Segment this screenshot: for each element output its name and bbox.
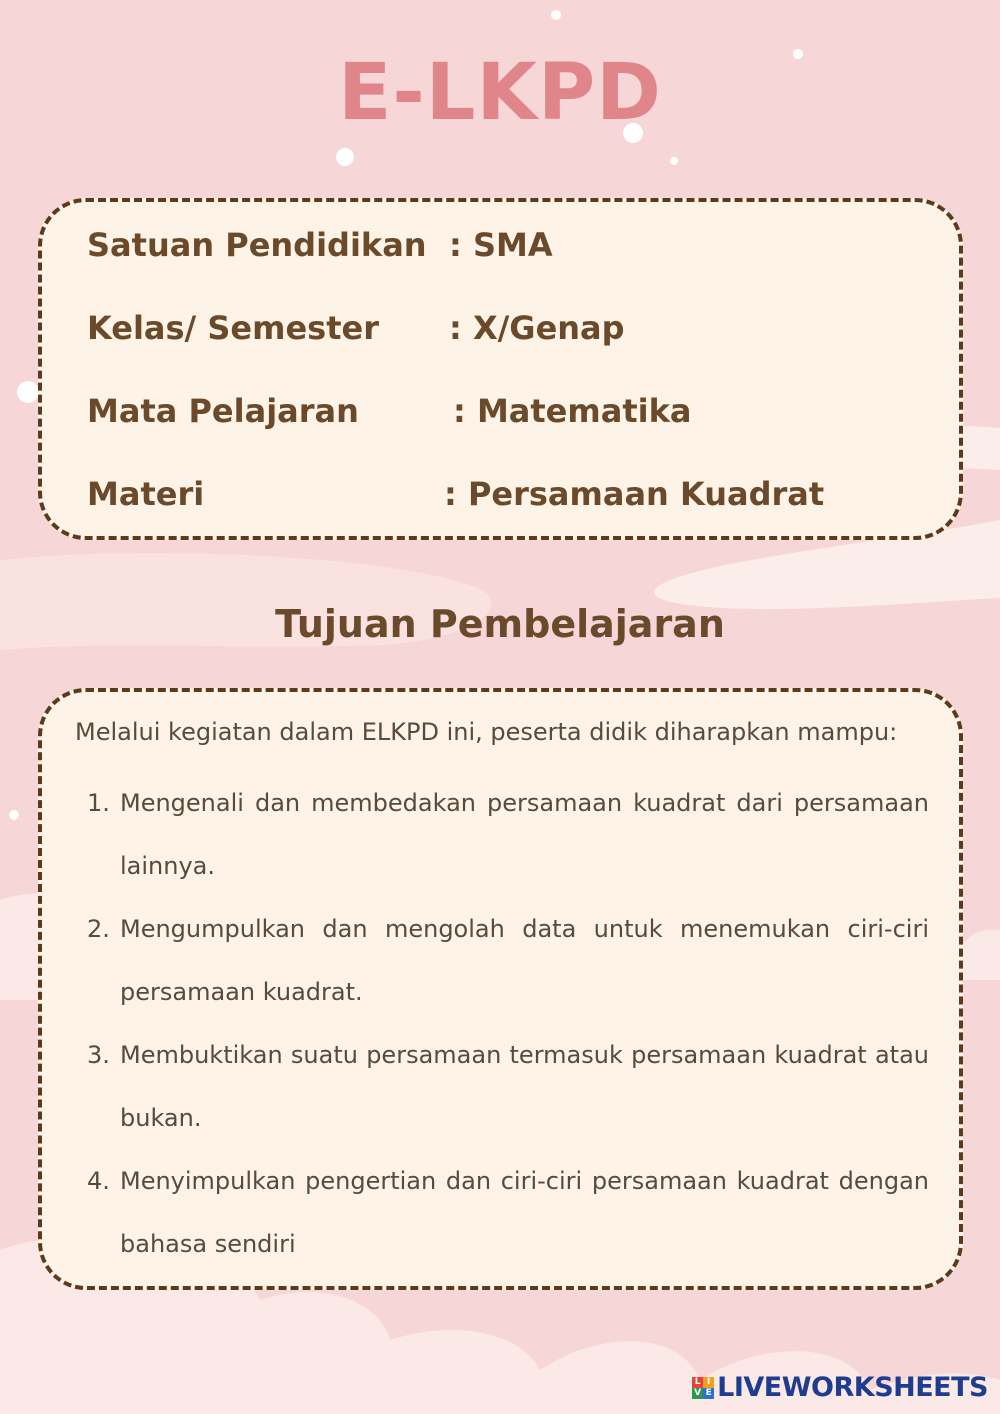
- info-row-materi: [87, 475, 825, 513]
- info-row-satuan-pendidikan: [87, 226, 553, 264]
- logo-letter: I: [703, 1377, 714, 1388]
- list-item-number: 4.: [87, 1167, 110, 1195]
- info-value: : X/Genap: [449, 309, 625, 347]
- list-item-text: Menyimpulkan pengertian dan ciri-ciri persamaan kuadrat dengan bahasa sendiri: [120, 1167, 929, 1258]
- info-value: : Persamaan Kuadrat: [444, 475, 825, 513]
- info-label: Satuan Pendidikan: [87, 226, 427, 264]
- info-row-mata-pelajaran: [87, 392, 692, 430]
- goals-list: [87, 772, 929, 1276]
- info-value: : Matematika: [453, 392, 692, 430]
- list-item-text: Membuktikan suatu persamaan termasuk persamaan kuadrat atau bukan.: [120, 1041, 929, 1132]
- list-item-number: 3.: [87, 1041, 110, 1069]
- liveworksheets-logo-icon: [692, 1377, 714, 1399]
- goals-intro: Melalui kegiatan dalam ELKPD ini, peserta didik diharapkan mampu:: [75, 718, 898, 746]
- goals-box: [38, 688, 963, 1290]
- info-label: Mata Pelajaran: [87, 392, 359, 430]
- logo-letter: V: [692, 1388, 703, 1399]
- list-item: [87, 898, 929, 1024]
- section-heading: Tujuan Pembelajaran: [275, 602, 725, 646]
- logo-letter: L: [692, 1377, 703, 1388]
- list-item-number: 2.: [87, 915, 110, 943]
- info-row-kelas-semester: [87, 309, 625, 347]
- logo-letter: E: [703, 1388, 714, 1399]
- info-box: [38, 198, 963, 540]
- info-label: Kelas/ Semester: [87, 309, 379, 347]
- info-label: Materi: [87, 475, 205, 513]
- watermark-text: LIVEWORKSHEETS: [717, 1372, 988, 1403]
- list-item: [87, 1150, 929, 1276]
- info-value: : SMA: [449, 226, 553, 264]
- list-item-text: Mengenali dan membedakan persamaan kuadrat dari persamaan lainnya.: [120, 789, 929, 880]
- liveworksheets-watermark: [692, 1372, 988, 1403]
- list-item-text: Mengumpulkan dan mengolah data untuk menemukan ciri-ciri persamaan kuadrat.: [120, 915, 929, 1006]
- list-item: [87, 1024, 929, 1150]
- list-item-number: 1.: [87, 789, 110, 817]
- page-title: E-LKPD: [338, 48, 662, 138]
- list-item: [87, 772, 929, 898]
